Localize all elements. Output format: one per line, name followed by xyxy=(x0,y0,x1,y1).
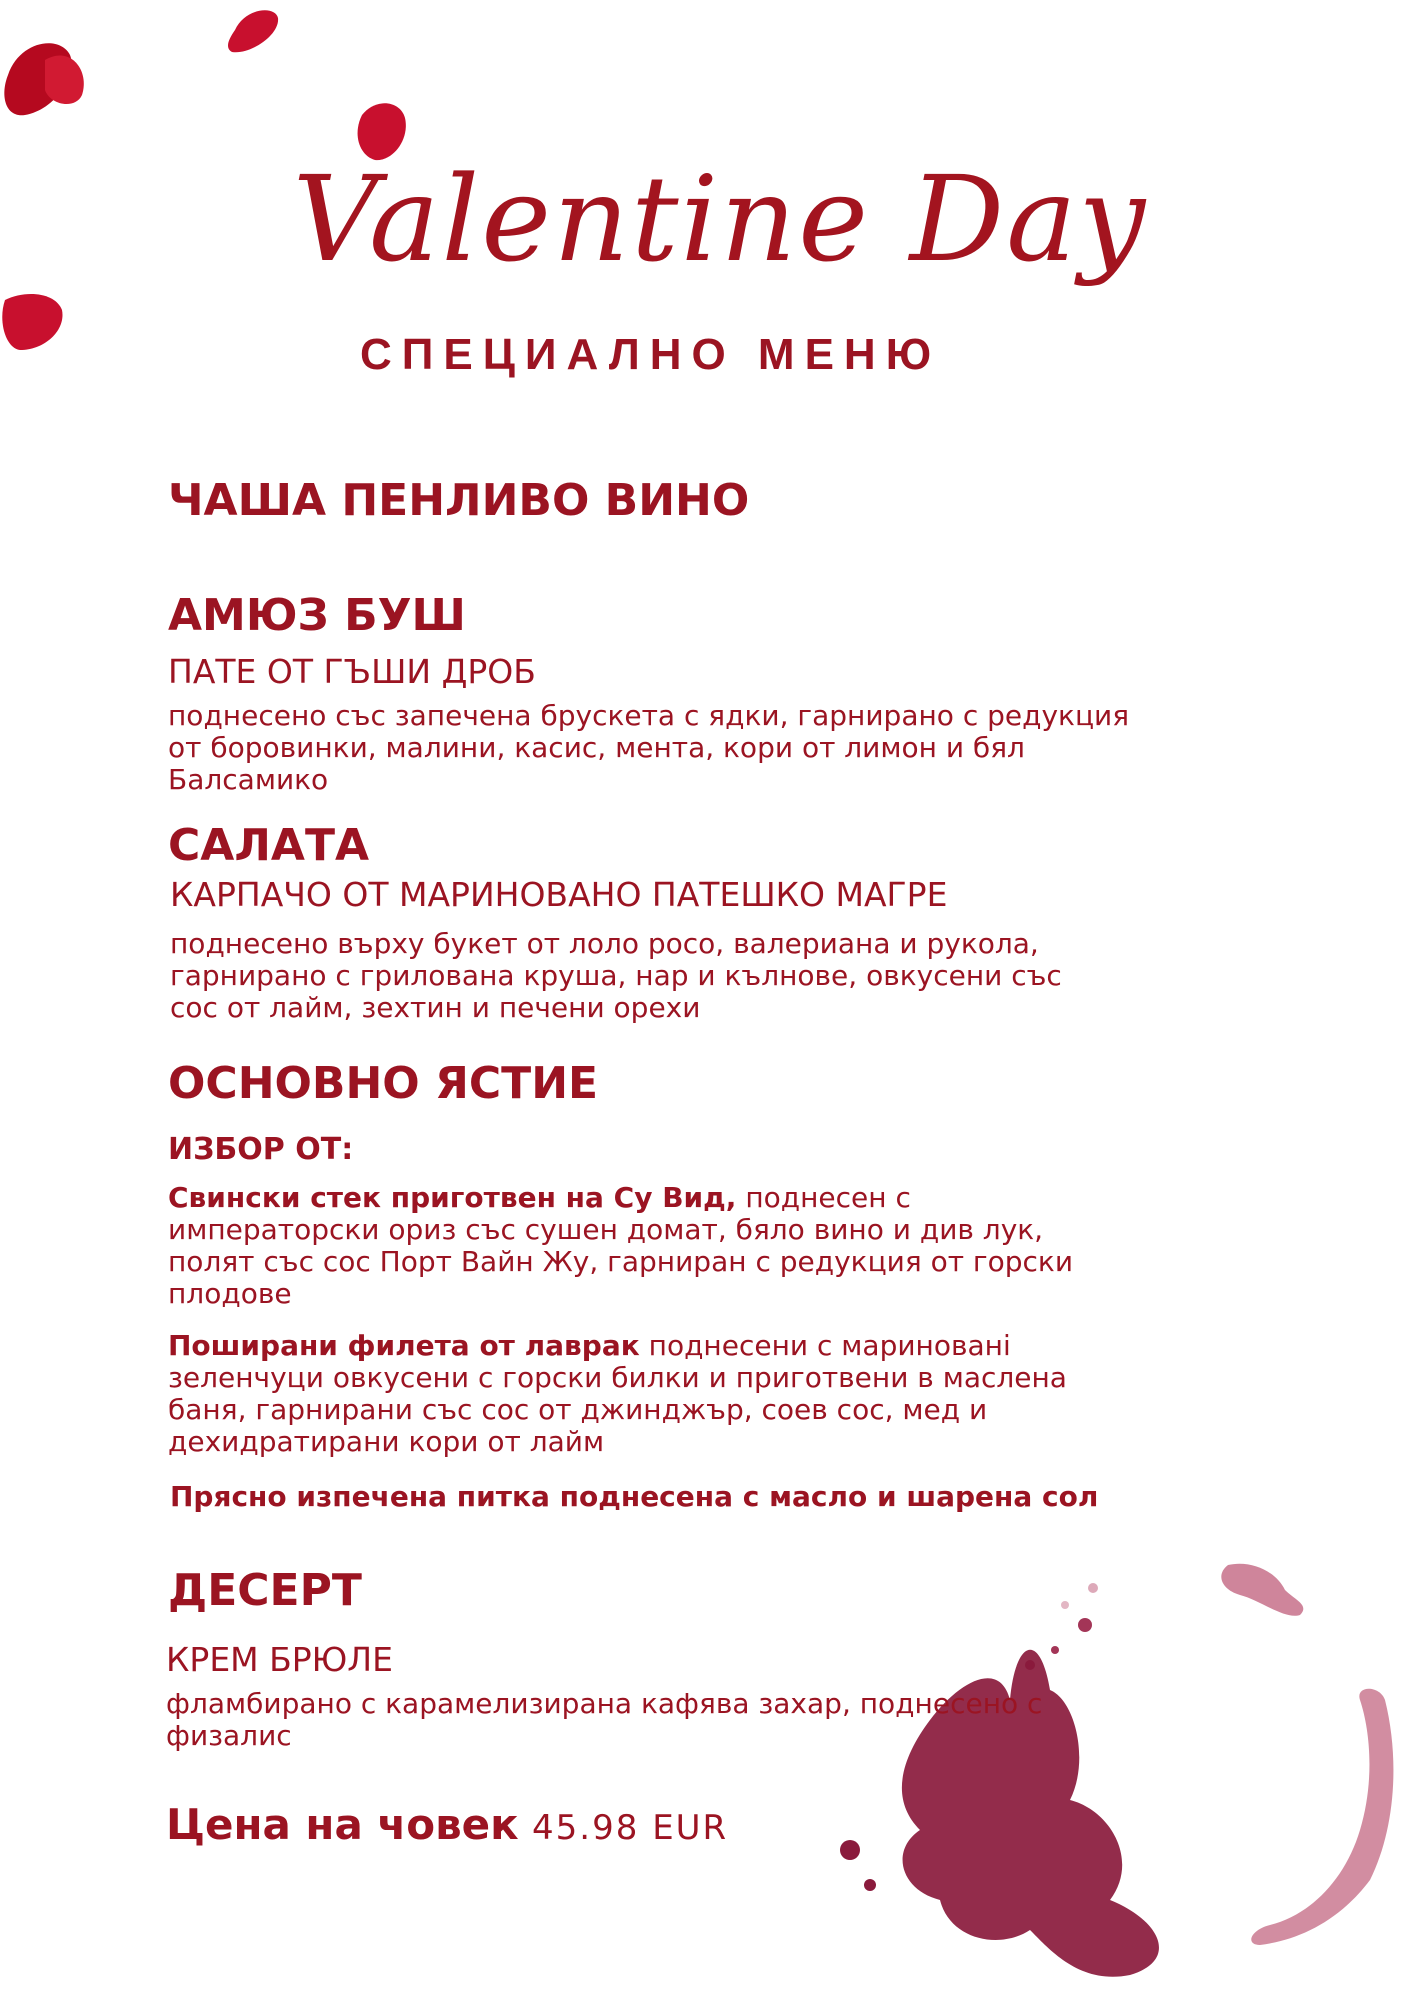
petal-1 xyxy=(228,10,278,52)
description-line: поднесени с маринованi xyxy=(639,1329,1011,1362)
section-heading-main: ОСНОВНО ЯСТИЕ xyxy=(168,1058,599,1109)
wine-ring xyxy=(1251,1689,1393,1945)
choice-label: ИЗБОР ОТ: xyxy=(168,1132,354,1167)
wine-drop-5 xyxy=(1051,1646,1059,1654)
main-option-1 xyxy=(168,1182,1258,1310)
script-title: Valentine Day xyxy=(292,150,1148,288)
dish-name-amuse: ПАТЕ ОТ ГЪШИ ДРОБ xyxy=(168,652,536,691)
description-line: поднесен с xyxy=(736,1181,911,1214)
description-line: поднесено върху букет от лоло росо, валериана и рукола, xyxy=(170,927,1039,960)
price-line xyxy=(166,1800,728,1849)
menu-subtitle: СПЕЦИАЛНО МЕНЮ xyxy=(360,330,942,379)
description-line: сос от лайм, зехтин и печени орехи xyxy=(170,991,701,1024)
description-line: фламбирано с карамелизирана кафява захар, поднесено с xyxy=(166,1687,1043,1720)
dish-description-salad xyxy=(170,928,1260,1024)
bread-note: Прясно изпечена питка поднесена с масло и шарена сол xyxy=(170,1480,1099,1513)
description-line: императорски ориз със сушен домат, бяло вино и див лук, xyxy=(168,1213,1044,1246)
dish-description-dessert xyxy=(166,1688,1256,1752)
wine-drop-7 xyxy=(1061,1601,1069,1609)
price-value: 45.98 EUR xyxy=(532,1808,729,1848)
option-1-title: Свински стек приготвен на Су Вид, xyxy=(168,1181,737,1214)
wine-drop-1 xyxy=(840,1840,860,1860)
description-line: поднесено със запечена брускета с ядки, гарнирано с редукция xyxy=(168,699,1130,732)
wine-drop-2 xyxy=(864,1879,876,1891)
price-label: Цена на човек xyxy=(166,1800,519,1849)
description-line: Балсамико xyxy=(168,763,329,796)
dish-name-salad: КАРПАЧО ОТ МАРИНОВАНО ПАТЕШКО МАГРЕ xyxy=(170,875,948,914)
description-line: дехидратирани кори от лайм xyxy=(168,1425,605,1458)
description-line: плодове xyxy=(168,1277,292,1310)
section-heading-welcome: ЧАША ПЕНЛИВО ВИНО xyxy=(168,475,750,526)
petal-3 xyxy=(45,55,84,104)
section-heading-salad: САЛАТА xyxy=(168,820,370,871)
wine-drop-3 xyxy=(1025,1660,1035,1670)
option-2-title: Поширани филета от лаврак xyxy=(168,1329,640,1362)
description-line: зеленчуци овкусени с горски билки и приготвени в маслена xyxy=(168,1361,1067,1394)
description-line: баня, гарнирани със сос от джинджър, соев сос, мед и xyxy=(168,1393,988,1426)
section-heading-dessert: ДЕСЕРТ xyxy=(168,1565,362,1616)
description-line: от боровинки, малини, касис, мента, кори от лимон и бял xyxy=(168,731,1025,764)
dish-name-dessert: КРЕМ БРЮЛЕ xyxy=(166,1640,393,1679)
wine-ring-top xyxy=(1221,1564,1303,1616)
wine-stains xyxy=(840,1564,1393,1977)
wine-drop-4 xyxy=(1078,1618,1092,1632)
description-line: полят със сос Порт Вайн Жу, гарниран с редукция от горски xyxy=(168,1245,1074,1278)
petal-5 xyxy=(2,294,62,350)
dish-description-amuse xyxy=(168,700,1258,796)
description-line: физалис xyxy=(166,1719,292,1752)
description-line: гарнирано с грилована круша, нар и кълнове, овкусени със xyxy=(170,959,1062,992)
main-option-2 xyxy=(168,1330,1258,1458)
wine-drop-6 xyxy=(1088,1583,1098,1593)
section-heading-amuse: АМЮЗ БУШ xyxy=(168,590,466,641)
